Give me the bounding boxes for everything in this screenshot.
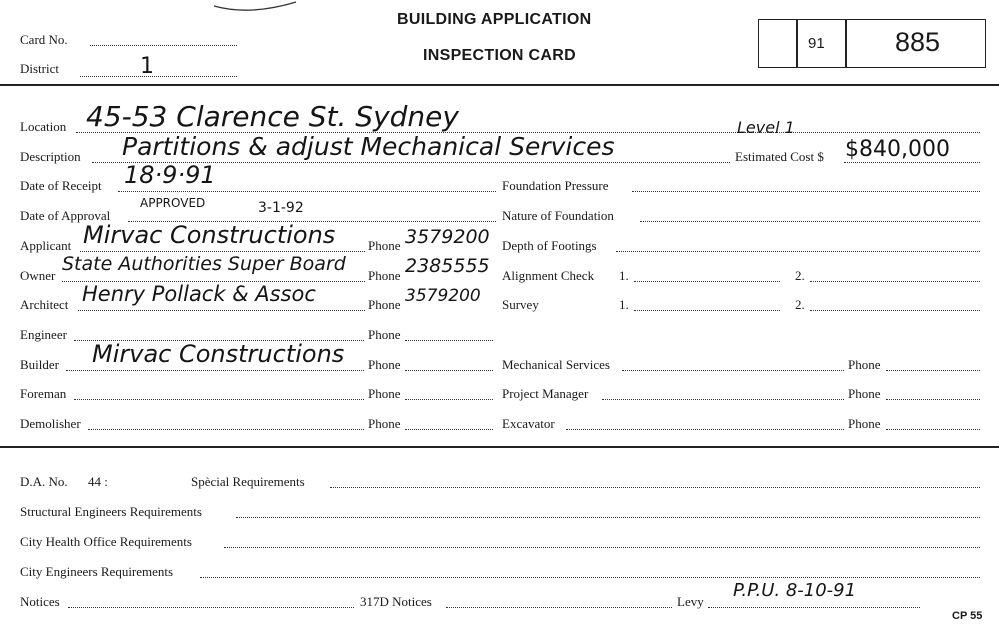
district-label: District (20, 61, 59, 76)
owner-phone-label: Phone (368, 268, 401, 283)
excavator-phone-label: Phone (848, 416, 881, 431)
owner-label: Owner (20, 268, 56, 283)
builder-value: Mirvac Constructions (92, 340, 345, 368)
foundation-pressure-label: Foundation Pressure (502, 178, 609, 193)
card-no-label: Card No. (20, 32, 68, 47)
demolisher-phone-label: Phone (368, 416, 401, 431)
card-number: 885 (895, 27, 941, 57)
stray-pen-mark (210, 0, 300, 16)
card-title-line2: INSPECTION CARD (423, 47, 576, 64)
district-value: 1 (140, 54, 154, 79)
nature-of-foundation-label: Nature of Foundation (502, 208, 614, 223)
card-number-prefix: 91 (808, 35, 825, 52)
alignment-check-num2: 2. (795, 268, 805, 283)
depth-of-footings-label: Depth of Footings (502, 238, 597, 253)
card-number-box (758, 19, 986, 68)
applicant-phone-value: 3579200 (405, 226, 490, 248)
city-health-label: City Health Office Requirements (20, 534, 192, 549)
alignment-check-label: Alignment Check (502, 268, 595, 283)
estimated-cost-value: $840,000 (845, 137, 950, 162)
form-code: CP 55 (952, 610, 983, 622)
applicant-phone-label: Phone (368, 238, 401, 253)
builder-label: Builder (20, 357, 59, 372)
project-manager-phone-label: Phone (848, 386, 881, 401)
notices-label: Notices (20, 594, 60, 609)
applicant-value: Mirvac Constructions (83, 221, 336, 249)
applicant-label: Applicant (20, 238, 72, 253)
notices-317d-label: 317D Notices (360, 594, 432, 609)
architect-value: Henry Pollack & Assoc (82, 282, 316, 306)
description-value: Partitions & adjust Mechanical Services (122, 132, 615, 161)
mechanical-services-phone-label: Phone (848, 357, 881, 372)
level-note: Level 1 (737, 118, 795, 137)
approved-stamp: APPROVED (140, 196, 206, 210)
da-no-label: D.A. No. (20, 474, 68, 489)
levy-label: Levy (677, 594, 704, 609)
project-manager-label: Project Manager (502, 386, 589, 401)
description-label: Description (20, 149, 81, 164)
location-value: 45-53 Clarence St. Sydney (86, 100, 459, 133)
city-engineers-label: City Engineers Requirements (20, 564, 174, 579)
location-label: Location (20, 119, 67, 134)
date-of-receipt-value: 18·9·91 (124, 161, 216, 189)
special-requirements-label: Spècial Requirements (191, 474, 305, 489)
architect-phone-label: Phone (368, 297, 401, 312)
survey-num1: 1. (619, 297, 629, 312)
builder-phone-label: Phone (368, 357, 401, 372)
survey-label: Survey (502, 297, 539, 312)
date-of-receipt-label: Date of Receipt (20, 178, 102, 193)
owner-phone-value: 2385555 (405, 255, 490, 277)
demolisher-label: Demolisher (20, 416, 81, 431)
owner-value: State Authorities Super Board (62, 253, 346, 275)
date-of-approval-label: Date of Approval (20, 208, 111, 223)
estimated-cost-label: Estimated Cost $ (735, 149, 824, 164)
da-no-value: 44 : (88, 474, 108, 489)
alignment-check-num1: 1. (619, 268, 629, 283)
foreman-phone-label: Phone (368, 386, 401, 401)
engineer-label: Engineer (20, 327, 67, 342)
levy-value: P.P.U. 8-10-91 (733, 580, 857, 601)
architect-label: Architect (20, 297, 69, 312)
excavator-label: Excavator (502, 416, 555, 431)
date-of-approval-value: 3-1-92 (258, 200, 304, 216)
foreman-label: Foreman (20, 386, 67, 401)
architect-phone-value: 3579200 (405, 286, 481, 306)
mechanical-services-label: Mechanical Services (502, 357, 610, 372)
engineer-phone-label: Phone (368, 327, 401, 342)
structural-engineers-label: Structural Engineers Requirements (20, 504, 202, 519)
survey-num2: 2. (795, 297, 805, 312)
card-title-line1: BUILDING APPLICATION (397, 11, 592, 28)
